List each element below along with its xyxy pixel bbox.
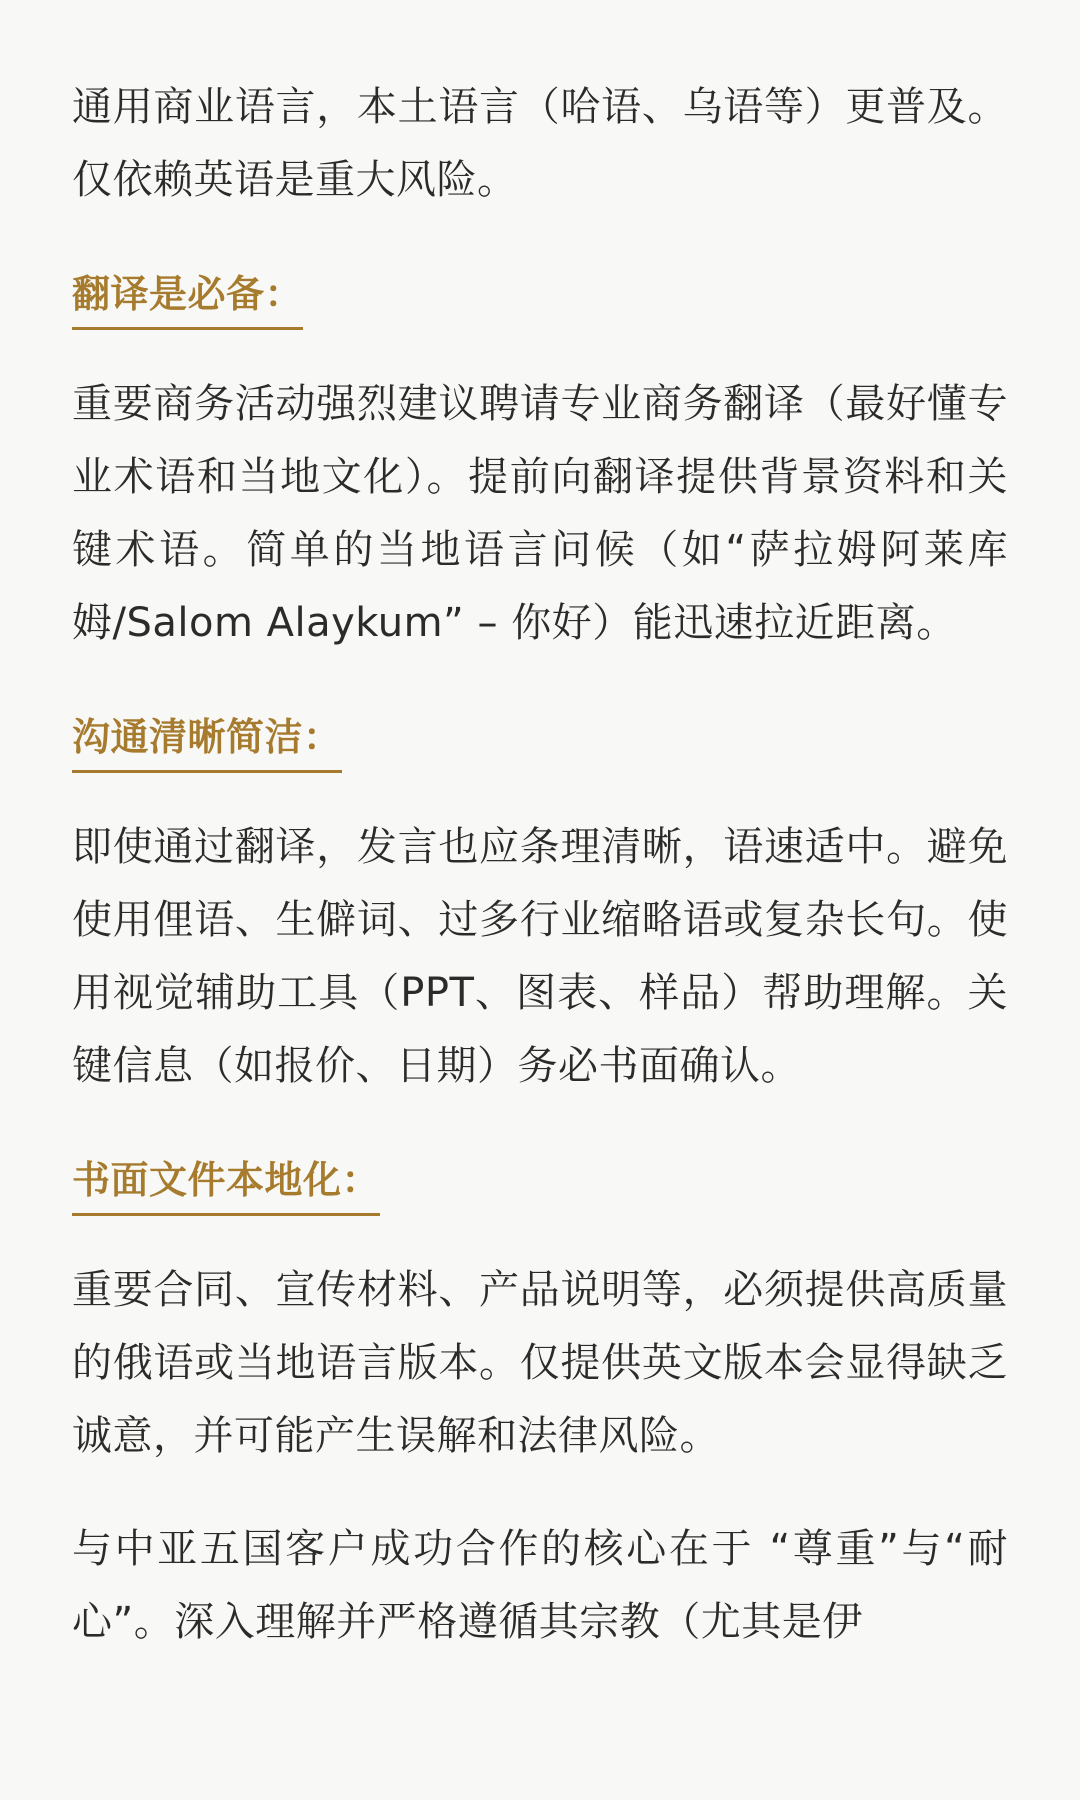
section-body-translation: 重要商务活动强烈建议聘请专业商务翻译（最好懂专业术语和当地文化）。提前向翻译提供背景资料和关键术语。简单的当地语言问候（如“萨拉姆阿莱库姆/Salom Alaykum” – 你好）能迅速拉近距离。 xyxy=(72,381,1008,646)
section-heading-wrap xyxy=(72,710,1008,773)
section-heading-wrap xyxy=(72,1153,1008,1216)
paragraph-spacer xyxy=(72,1473,1008,1513)
section-heading-wrap xyxy=(72,267,1008,330)
section-heading-communication: 沟通清晰简洁： xyxy=(72,710,342,773)
intro-paragraph: 通用商业语言，本土语言（哈语、乌语等）更普及。仅依赖英语是重大风险。 xyxy=(72,84,1008,203)
section-heading-translation: 翻译是必备： xyxy=(72,267,303,330)
section-heading-localization: 书面文件本地化： xyxy=(72,1153,380,1216)
closing-paragraph: 与中亚五国客户成功合作的核心在于 “尊重”与“耐心”。深入理解并严格遵循其宗教（尤其是伊 xyxy=(72,1526,1008,1645)
section-body-localization: 重要合同、宣传材料、产品说明等，必须提供高质量的俄语或当地语言版本。仅提供英文版本会显得缺乏诚意，并可能产生误解和法律风险。 xyxy=(72,1267,1008,1459)
section-body-communication: 即使通过翻译，发言也应条理清晰，语速适中。避免使用俚语、生僻词、过多行业缩略语或复杂长句。使用视觉辅助工具（PPT、图表、样品）帮助理解。关键信息（如报价、日期）务必书面确认。 xyxy=(72,824,1008,1089)
